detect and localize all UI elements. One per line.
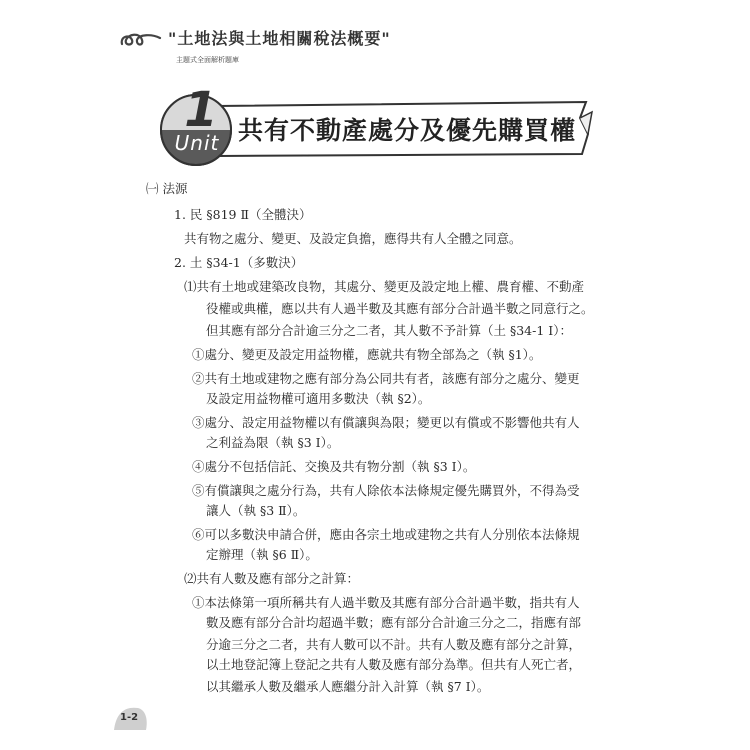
section-heading: ㈠ 法源 <box>146 181 188 196</box>
list-item: ⑥可以多數決申請合併，應由各宗土地或建物之共有人分別依本法條規 <box>192 527 580 542</box>
paragraph-line: ⑴共有土地或建築改良物，其處分、變更及設定地上權、農育權、不動產 <box>184 279 585 294</box>
paragraph-line: 共有物之處分、變更、及設定負擔，應得共有人全體之同意。 <box>184 231 522 246</box>
book-subtitle: 主題式全面解析題庫 <box>176 56 239 64</box>
book-title: "土地法與土地相關稅法概要" <box>168 29 391 48</box>
item-heading: 1. 民 §819 Ⅱ（全體決） <box>174 207 312 222</box>
list-item: ④處分不包括信託、交換及共有物分割（執 §3 Ⅰ）。 <box>192 459 476 474</box>
unit-title: 共有不動產處分及優先購買權 <box>238 116 577 145</box>
list-item: ①處分、變更及設定用益物權，應就共有物全部為之（執 §1）。 <box>192 347 542 362</box>
list-item-cont: 讓人（執 §3 Ⅱ）。 <box>206 503 306 518</box>
unit-word: Unit <box>174 131 220 155</box>
sub-heading: ⑵共有人數及應有部分之計算： <box>184 571 360 586</box>
page-number: 1-2 <box>120 712 139 723</box>
list-item-cont: 定辦理（執 §6 Ⅱ）。 <box>206 547 318 562</box>
list-item: ③處分、設定用益物權以有償讓與為限；變更以有償或不影響他共有人 <box>192 415 580 430</box>
list-item-cont: 數及應有部分合計均超過半數；應有部分合計逾三分之二，指應有部 <box>206 615 582 630</box>
unit-number: 1 <box>184 82 218 138</box>
item-heading: 2. 土 §34-1（多數決） <box>174 255 304 270</box>
paragraph-line: 役權或典權，應以共有人過半數及其應有部分合計過半數之同意行之。 <box>206 301 594 316</box>
list-item: ⑤有償讓與之處分行為，共有人除依本法條規定優先購買外，不得為受 <box>192 483 580 498</box>
paragraph-line: 但其應有部分合計逾三分之二者，其人數不予計算（土 §34-1 Ⅰ）： <box>206 323 572 338</box>
list-item-cont: 分逾三分之二者，共有人數可以不計。共有人數及應有部分之計算， <box>206 637 582 652</box>
list-item: ①本法條第一項所稱共有人過半數及其應有部分合計過半數，指共有人 <box>192 595 580 610</box>
list-item-cont: 之利益為限（執 §3 Ⅰ）。 <box>206 435 340 450</box>
swirl-logo-icon <box>118 28 164 50</box>
list-item-cont: 以其繼承人數及繼承人應繼分計入計算（執 §7 Ⅰ）。 <box>206 679 490 694</box>
list-item: ②共有土地或建物之應有部分為公同共有者，該應有部分之處分、變更 <box>192 371 580 386</box>
list-item-cont: 以土地登記簿上登記之共有人數及應有部分為準。但共有人死亡者， <box>206 657 582 672</box>
list-item-cont: 及設定用益物權可適用多數決（執 §2）。 <box>206 391 431 406</box>
